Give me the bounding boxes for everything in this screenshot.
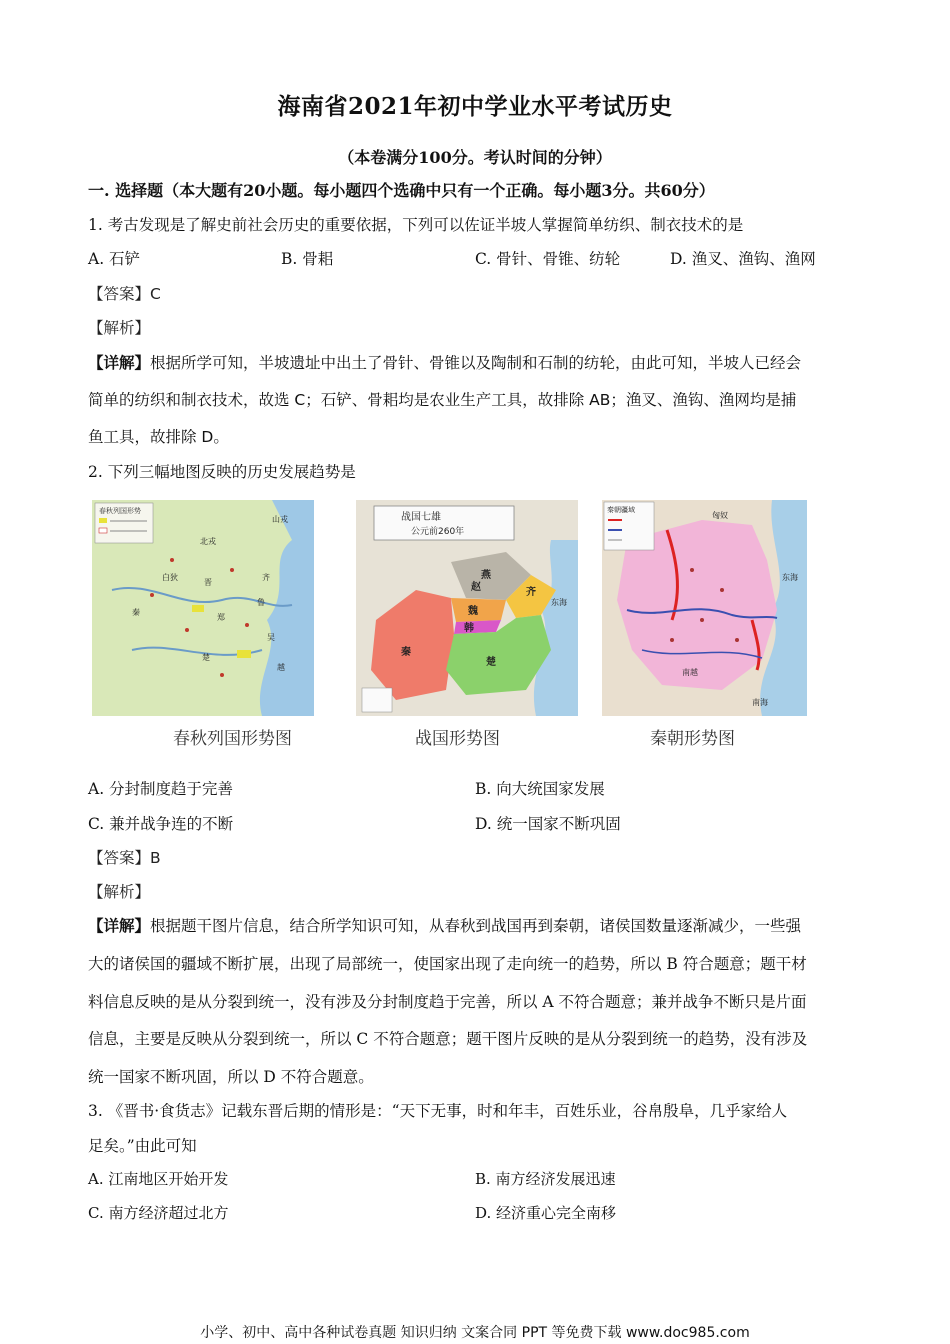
q2-detail-line-3: 料信息反映的是从分裂到统一，没有涉及分封制度趋于完善，所以 A 不符合题意；兼并战争不断只是片面 <box>88 993 807 1011</box>
svg-text:燕: 燕 <box>481 570 491 581</box>
q2-option-c[interactable]: C. 兼并战争连的不断 <box>88 815 234 833</box>
svg-text:越: 越 <box>277 663 285 672</box>
q2-answer: 【答案】B <box>88 849 161 867</box>
q3-stem-line-1: 3. 《晋书·食货志》记载东晋后期的情形是：“天下无事，时和年丰，百姓乐业，谷帛殷阜，几乎家给人 <box>88 1102 788 1120</box>
q1-option-c[interactable]: C. 骨针、骨锥、纺轮 <box>475 250 621 268</box>
svg-text:晋: 晋 <box>204 578 212 587</box>
q1-analysis-label: 【解析】 <box>88 319 151 337</box>
q1-detail-line-1: 【详解】根据所学可知，半坡遗址中出土了骨针、骨锥以及陶制和石制的纺轮，由此可知，半坡人已经会 <box>88 354 802 372</box>
svg-text:赵: 赵 <box>471 582 481 593</box>
svg-text:齐: 齐 <box>262 573 270 582</box>
map1-caption: 春秋列国形势图 <box>173 729 292 749</box>
svg-text:山戎: 山戎 <box>272 515 288 524</box>
q3-option-b[interactable]: B. 南方经济发展迅速 <box>475 1170 616 1188</box>
map3-caption: 秦朝形势图 <box>650 729 735 749</box>
footer-promo: 小学、初中、高中各种试卷真题 知识归纳 文案合同 PPT 等免费下载 www.doc985.com <box>200 1325 750 1341</box>
q2-option-d[interactable]: D. 统一国家不断巩固 <box>475 815 621 833</box>
map2-subtitle: 公元前260年 <box>411 527 465 537</box>
svg-text:齐: 齐 <box>526 587 536 598</box>
svg-text:东海: 东海 <box>551 598 567 607</box>
svg-text:匈奴: 匈奴 <box>712 511 728 520</box>
q2-detail-line-1: 【详解】根据题干图片信息，结合所学知识可知，从春秋到战国再到秦朝，诸侯国数量逐渐减少，一些强 <box>88 917 802 935</box>
svg-text:鲁: 鲁 <box>257 598 265 607</box>
q1-option-b[interactable]: B. 骨耜 <box>281 250 334 268</box>
q1-answer: 【答案】C <box>88 285 161 303</box>
q3-stem-line-2: 足矣。”由此可知 <box>88 1137 197 1155</box>
svg-text:吴: 吴 <box>267 633 275 642</box>
q3-option-c[interactable]: C. 南方经济超过北方 <box>88 1204 229 1222</box>
q2-option-b[interactable]: B. 向大统国家发展 <box>475 780 605 798</box>
q1-stem: 1. 考古发现是了解史前社会历史的重要依据，下列可以佐证半坡人掌握简单纺织、制衣技术的是 <box>88 216 744 234</box>
map3-legend-title: 秦朝疆域 <box>607 506 635 514</box>
q3-option-d[interactable]: D. 经济重心完全南移 <box>475 1204 617 1222</box>
q2-stem: 2. 下列三幅地图反映的历史发展趋势是 <box>88 463 356 481</box>
svg-text:白狄: 白狄 <box>162 573 178 582</box>
svg-text:南海: 南海 <box>752 698 768 707</box>
q2-detail-label: 【详解】 <box>88 917 151 935</box>
q2-maps <box>92 500 807 720</box>
svg-text:郑: 郑 <box>217 613 225 622</box>
q2-detail-line-2: 大的诸侯国的疆域不断扩展，出现了局部统一，使国家出现了走向统一的趋势，所以 B 符合题意；题干材 <box>88 955 807 973</box>
svg-text:秦: 秦 <box>132 608 140 617</box>
q1-detail-label: 【详解】 <box>88 354 151 372</box>
q1-option-d[interactable]: D. 渔叉、渔钩、渔网 <box>670 250 816 268</box>
section-heading: 一. 选择题（本大题有20小题。每小题四个选确中只有一个正确。每小题3分。共60分） <box>88 181 715 200</box>
q1-detail-line-3: 鱼工具，故排除 D。 <box>88 428 229 446</box>
page-title: 海南省2021年初中学业水平考试历史 <box>277 93 673 120</box>
svg-text:楚: 楚 <box>202 653 210 662</box>
svg-text:北戎: 北戎 <box>200 537 216 546</box>
map2-caption: 战国形势图 <box>415 729 500 749</box>
q2-detail-line-5: 统一国家不断巩固，所以 D 不符合题意。 <box>88 1068 374 1086</box>
q3-option-a[interactable]: A. 江南地区开始开发 <box>88 1170 229 1188</box>
svg-text:楚: 楚 <box>486 657 496 668</box>
svg-text:韩: 韩 <box>464 623 474 634</box>
warring-states-map <box>356 500 578 716</box>
qin-dynasty-map <box>602 500 807 716</box>
svg-text:魏: 魏 <box>468 606 478 617</box>
map2-title: 战国七雄 <box>401 512 441 523</box>
q1-detail-line-2: 简单的纺织和制衣技术，故选 C；石铲、骨耜均是农业生产工具，故排除 AB；渔叉、渔钩、渔网均是捕 <box>88 391 797 409</box>
exam-subtitle: （本卷满分100分。考认时间的分钟） <box>338 148 612 167</box>
q2-analysis-label: 【解析】 <box>88 883 151 901</box>
q2-option-a[interactable]: A. 分封制度趋于完善 <box>88 780 234 798</box>
svg-text:南越: 南越 <box>682 668 698 677</box>
q1-option-a[interactable]: A. 石铲 <box>88 250 141 268</box>
svg-text:东海: 东海 <box>782 573 798 582</box>
q2-detail-line-4: 信息，主要是反映从分裂到统一，所以 C 不符合题意；题干图片反映的是从分裂到统一的趋势，没有涉及 <box>88 1030 808 1048</box>
map1-legend-title: 春秋列国形势 <box>99 507 141 515</box>
spring-autumn-map <box>92 500 314 716</box>
svg-text:秦: 秦 <box>401 647 411 658</box>
